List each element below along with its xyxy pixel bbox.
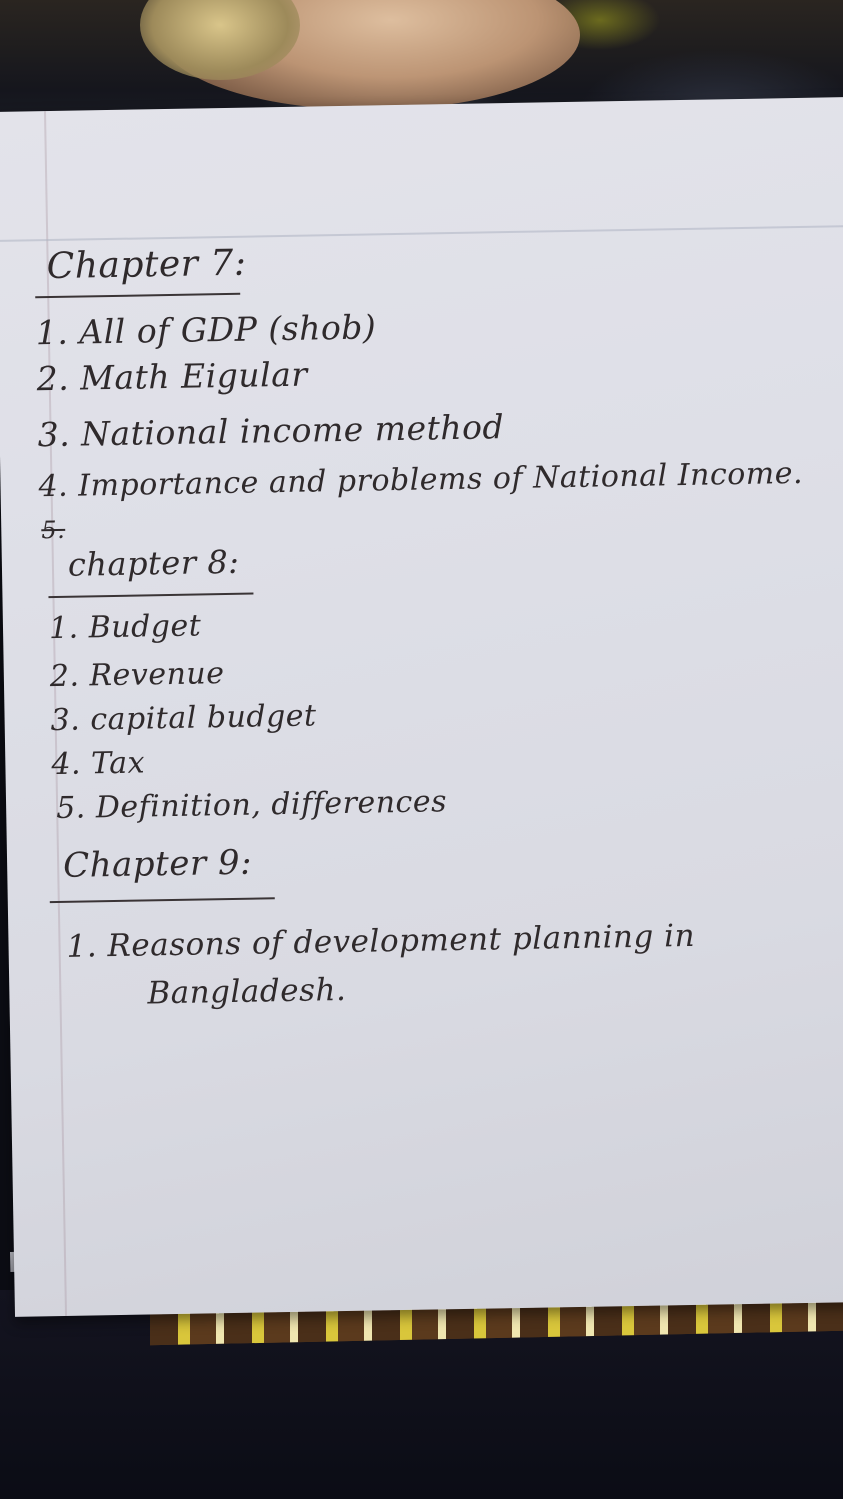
- struck-item-5: 5.: [41, 515, 66, 545]
- chapter-8-item-4: 4. Tax: [51, 745, 146, 783]
- chapter-8-item-2: 2. Revenue: [49, 656, 225, 695]
- chapter-7-underline: [35, 293, 240, 299]
- chapter-7-item-3: 3. National income method: [37, 407, 505, 455]
- chapter-8-item-3: 3. capital budget: [50, 698, 317, 739]
- chapter-7-item-4: 4. Importance and problems of National Income.: [38, 455, 804, 505]
- chapter-7-heading: Chapter 7:: [46, 242, 247, 288]
- chapter-9-underline: [50, 897, 275, 903]
- chapter-8-item-1: 1. Budget: [48, 608, 202, 647]
- chapter-9-heading: Chapter 9:: [62, 842, 253, 886]
- chapter-7-item-1: 1. All of GDP (shob): [35, 307, 377, 353]
- page-header-line: [0, 225, 843, 242]
- chapter-7-item-2: 2. Math Eigular: [36, 354, 308, 399]
- chapter-8-underline: [48, 593, 253, 599]
- notebook-page: [0, 97, 843, 1317]
- chapter-9-item-1-continued: Bangladesh.: [147, 971, 347, 1012]
- chapter-8-item-5: 5. Definition, differences: [55, 784, 448, 827]
- chapter-8-heading: chapter 8:: [67, 542, 240, 584]
- chapter-9-item-1: 1. Reasons of development planning in: [66, 917, 696, 965]
